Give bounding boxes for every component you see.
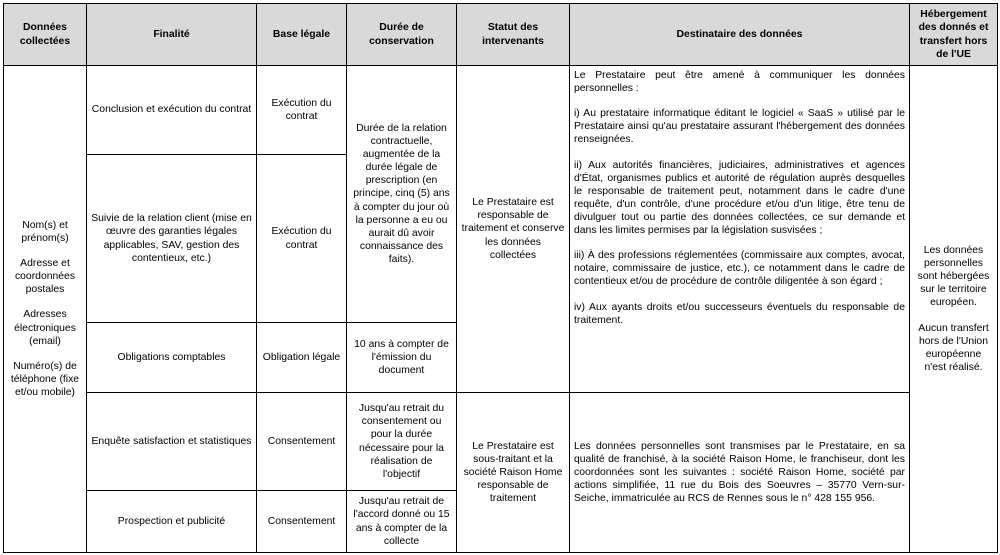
destinataire-item-i: i) Au prestataire informatique éditant le logiciel « SaaS » utilisé par le Prestataire ainsi qu'au prestataire assurant l'hébergement des données renseignées.	[574, 108, 905, 146]
hebergement-cell	[910, 66, 998, 553]
hebergement-text-1: Les données personnelles sont hébergées sur le territoire européen.	[917, 245, 990, 309]
finalite-cell: Obligations comptables	[87, 323, 257, 393]
base-legale-cell: Consentement	[257, 393, 347, 491]
header-donnees-collectees: Données collectées	[4, 4, 87, 66]
duree-cell: Jusqu'au retrait du consentement ou pour la durée nécessaire pour la réalisation de l'objectif	[347, 393, 457, 491]
duree-cell: Jusqu'au retrait de l'accord donné ou 15 ans à compter de la collecte	[347, 491, 457, 553]
duree-cell: Durée de la relation contractuelle, augmentée de la durée légale de prescription (en principe, cinq (5) ans à compter du jour où la personne a eu ou aurait dû avoir connaissance des faits).	[347, 66, 457, 323]
header-base-legale: Base légale	[257, 4, 347, 66]
finalite-cell: Suivie de la relation client (mise en œuvre des garanties légales applicables, SAV, gestion des contentieux, etc.)	[87, 155, 257, 323]
destinataire-item-iii: iii) À des professions réglementées (commissaire aux comptes, avocat, notaire, commissaire de justice, etc.), ce notamment dans le cadre de contentieux et/ou de procédure de contrôle diligentée à son égard ;	[574, 250, 905, 288]
finalite-cell: Prospection et publicité	[87, 491, 257, 553]
duree-cell: 10 ans à compter de l'émission du document	[347, 323, 457, 393]
donnee-nom: Nom(s) et prénom(s)	[21, 219, 69, 244]
data-processing-table	[3, 3, 998, 553]
donnee-adresse: Adresse et coordonnées postales	[14, 258, 76, 296]
statut-cell: Le Prestataire est responsable de traitement et conserve les données collectées	[457, 66, 570, 393]
hebergement-text-2: Aucun transfert hors de l'Union européenne n'est réalisé.	[918, 322, 989, 373]
donnee-telephone: Numéro(s) de téléphone (fixe et/ou mobile)	[10, 360, 80, 398]
finalite-cell: Conclusion et exécution du contrat	[87, 66, 257, 155]
header-hebergement: Hébergement des donnés et transfert hors de l'UE	[910, 4, 998, 66]
base-legale-cell: Exécution du contrat	[257, 66, 347, 155]
destinataire-item-ii: ii) Aux autorités financières, judiciaires, administratives et agences d'État, organismes publics et autorité de régulation auprès desquelles le responsable de traitement peut, notamment dans le cadre d'une requête, d'un contrôle, d'une procédure et/ou d'un litige, être tenu de divulguer tout ou partie des données collectées, ce sur demande et dans les limites permises par la législation susvisées ;	[574, 159, 905, 237]
destinataire-cell	[570, 66, 910, 393]
donnees-collectees-cell	[4, 66, 87, 553]
header-destinataire: Destinataire des données	[570, 4, 910, 66]
base-legale-cell: Exécution du contrat	[257, 155, 347, 323]
statut-cell: Le Prestataire est sous-traitant et la société Raison Home responsable de traitement	[457, 393, 570, 553]
destinataire-item-iv: iv) Aux ayants droits et/ou successeurs éventuels du responsable de traitement.	[574, 301, 905, 326]
base-legale-cell: Consentement	[257, 491, 347, 553]
destinataire-franchise-cell: Les données personnelles sont transmises par le Prestataire, en sa qualité de franchisé, à la société Raison Home, le franchiseur, dont les coordonnées sont les suivantes : société Raison Home, société par actions simplifiée, 11 rue du Bois des Soeuvres – 35770 Vern-sur-Seiche, immatriculée au RCS de Rennes sous le n° 428 155 956.	[570, 393, 910, 553]
destinataire-intro: Le Prestataire peut être amené à communiquer les données personnelles :	[574, 70, 905, 95]
table-row	[4, 66, 998, 155]
donnee-email: Adresses électroniques (email)	[14, 309, 76, 347]
header-statut-intervenants: Statut des intervenants	[457, 4, 570, 66]
header-finalite: Finalité	[87, 4, 257, 66]
table-row	[4, 393, 998, 491]
base-legale-cell: Obligation légale	[257, 323, 347, 393]
header-row	[4, 4, 998, 66]
header-duree-conservation: Durée de conservation	[347, 4, 457, 66]
finalite-cell: Enquête satisfaction et statistiques	[87, 393, 257, 491]
